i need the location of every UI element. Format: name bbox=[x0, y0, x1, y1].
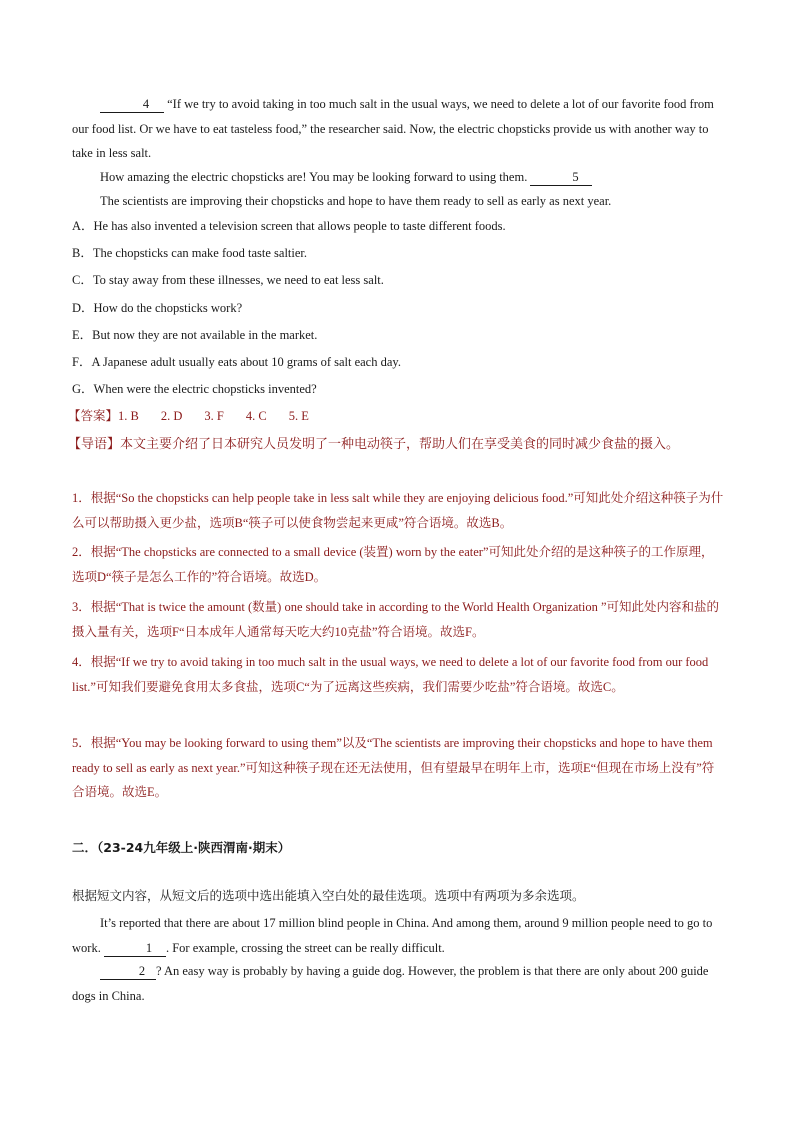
option-a: A．He has also invented a television screen that allows people to taste different foods. bbox=[72, 219, 506, 233]
answer-line bbox=[68, 407, 331, 425]
blank-2[interactable]: 2 bbox=[100, 963, 156, 980]
section-2-paragraph-2: 2 ? An easy way is probably by having a guide dog. However, the problem is that there are only about 200 guide dogs in China. bbox=[72, 964, 709, 1003]
answer-label: 【答案】 bbox=[68, 409, 119, 423]
option-e: E．But now they are not available in the market. bbox=[72, 328, 318, 342]
explanation-2: 2．根据“The chopsticks are connected to a small device (装置) worn by the eater”可知此处介绍的是这种筷子的工作原理，选项D“筷子是怎么工作的”符合语境。故选D。 bbox=[72, 545, 714, 584]
blank-1[interactable]: 1 bbox=[104, 940, 166, 957]
answer-item: 5. E bbox=[288, 409, 309, 423]
blank-5[interactable]: 5 bbox=[530, 169, 592, 186]
option-f: F．A Japanese adult usually eats about 10 grams of salt each day. bbox=[72, 355, 401, 369]
guide-paragraph: 【导语】本文主要介绍了日本研究人员发明了一种电动筷子，帮助人们在享受美食的同时减少食盐的摄入。 bbox=[68, 436, 680, 451]
option-d: D．How do the chopsticks work? bbox=[72, 301, 243, 315]
answer-item: 1. B bbox=[118, 409, 139, 423]
answer-item: 2. D bbox=[160, 409, 183, 423]
passage-paragraph-2: How amazing the electric chopsticks are! You may be looking forward to using them. 5 bbox=[72, 165, 722, 190]
option-g: G．When were the electric chopsticks invented? bbox=[72, 382, 317, 396]
explanation-1: 1．根据“So the chopsticks can help people take in less salt while they are enjoying delicious food.”可知此处介绍这种筷子为什么可以帮助摄入更少盐，选项B“筷子可以使食物尝起来更咸”符合语境。故选B。 bbox=[72, 491, 724, 530]
option-c: C．To stay away from these illnesses, we need to eat less salt. bbox=[72, 273, 384, 287]
passage-paragraph-1: 4 “If we try to avoid taking in too much salt in the usual ways, we need to delete a lot of our favorite food from our food list. Or we have to eat tasteless food,” the researcher said. Now, the electric chopsticks provide us with another way to take in less salt. bbox=[72, 97, 714, 160]
explanation-3: 3．根据“That is twice the amount (数量) one should take in according to the World Health Organization ”可知此处内容和盐的摄入量有关，选项F“日本成年人通常每天吃大约10克盐”符合语境。故选F。 bbox=[72, 600, 720, 639]
section-2-heading: 二．（23-24九年级上·陕西渭南·期末） bbox=[72, 840, 291, 855]
guide-label: 【导语】 bbox=[68, 436, 121, 451]
option-b: B．The chopsticks can make food taste saltier. bbox=[72, 246, 308, 260]
explanation-5: 5．根据“You may be looking forward to using them”以及“The scientists are improving their chopsticks and hope to have them ready to sell as early as next year.”可知这种筷子现在还无法使用，但有望最早在明年上市，选项E“但现在市场上没有”符合语境。故选E。 bbox=[72, 736, 715, 799]
section-2-instruction: 根据短文内容，从短文后的选项中选出能填入空白处的最佳选项。选项中有两项为多余选项。 bbox=[72, 889, 585, 903]
explanation-4: 4．根据“If we try to avoid taking in too much salt in the usual ways, we need to delete a lot of our favorite food from our food list.”可知我们要避免食用太多食盐，选项C“为了远离这些疾病，我们需要少吃盐”符合语境。故选C。 bbox=[72, 655, 709, 694]
section-2-paragraph-1: It’s reported that there are about 17 million blind people in China. And among them, around 9 million people need to go to work. 1 . For example, crossing the street can be really difficult. bbox=[72, 916, 713, 955]
passage-paragraph-3: The scientists are improving their chopsticks and hope to have them ready to sell as early as next year. bbox=[100, 194, 612, 208]
answer-item: 3. F bbox=[204, 409, 224, 423]
answer-item: 4. C bbox=[245, 409, 267, 423]
blank-4[interactable]: 4 bbox=[100, 96, 164, 113]
